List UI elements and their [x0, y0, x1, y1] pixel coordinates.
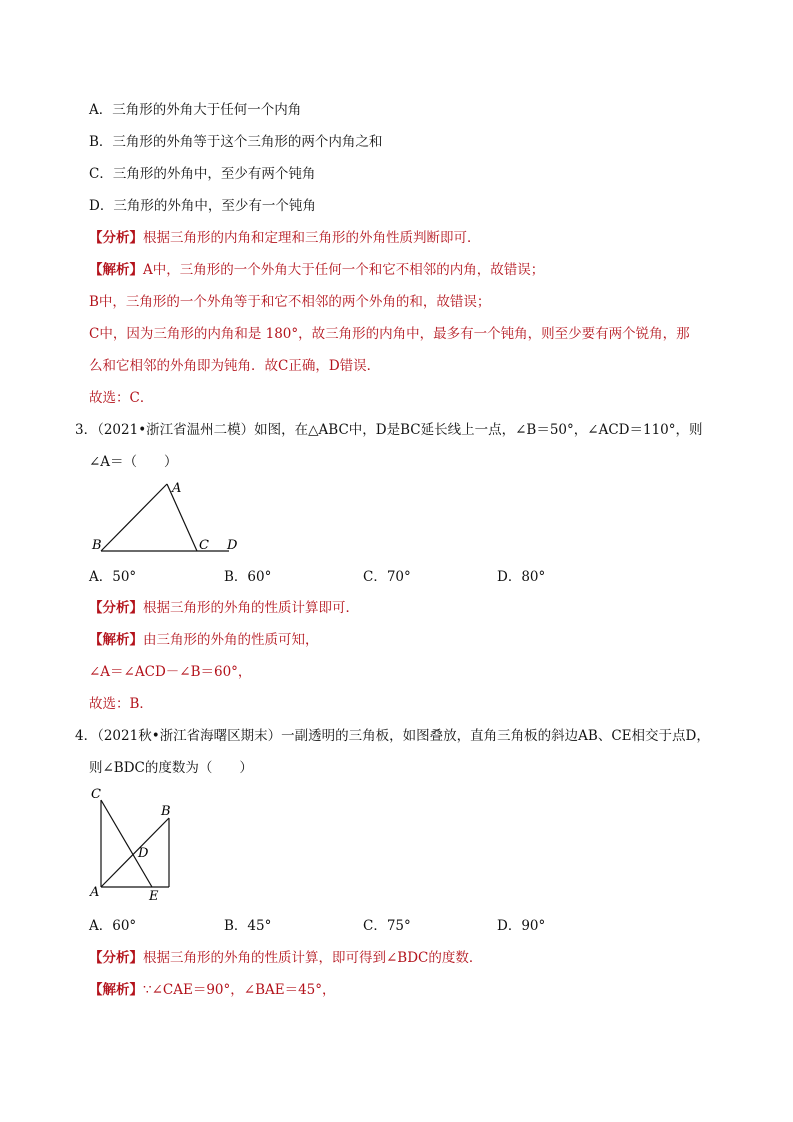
- q2-explain-b: B中，三角形的一个外角等于和它不相邻的两个外角的和，故错误；: [89, 294, 491, 310]
- explain-tag: 【解析】: [89, 632, 143, 648]
- q2-explain-c2: 么和它相邻的外角即为钝角．故C正确，D错误．: [89, 358, 381, 374]
- q4-segment-ab: [101, 818, 169, 887]
- explain-text: A中，三角形的一个外角大于任何一个和它不相邻的内角，故错误；: [143, 262, 545, 278]
- q3-formula: ∠A＝∠ACD－∠B＝60°，: [89, 664, 252, 680]
- q4-label-b: B: [161, 804, 171, 819]
- q4-analysis: [89, 949, 482, 967]
- q4-option-d: D．90°: [497, 918, 546, 934]
- analysis-tag: 【分析】: [89, 950, 143, 966]
- q4-label-e: E: [149, 889, 159, 904]
- q3-answer: 故选：B．: [89, 696, 153, 712]
- q3-label-d: D: [227, 538, 238, 553]
- q3-option-c: C．70°: [363, 569, 411, 585]
- explain-tag: 【解析】: [89, 982, 143, 998]
- explain-tag: 【解析】: [89, 262, 143, 278]
- q4-option-b: B．45°: [224, 918, 272, 934]
- explain-text: ∵∠CAE＝90°，∠BAE＝45°，: [143, 982, 336, 998]
- q4-explain: [89, 981, 336, 999]
- analysis-tag: 【分析】: [89, 230, 143, 246]
- analysis-text: 根据三角形的内角和定理和三角形的外角性质判断即可．: [143, 230, 481, 246]
- q3-option-b: B．60°: [224, 569, 272, 585]
- q2-option-c: C．三角形的外角中，至少有两个钝角: [89, 166, 316, 182]
- q4-option-a: A．60°: [89, 918, 137, 934]
- analysis-text: 根据三角形的外角的性质计算即可．: [143, 600, 359, 616]
- q4-label-d: D: [138, 846, 149, 861]
- q3-option-a: A．50°: [89, 569, 137, 585]
- q3-option-d: D．80°: [497, 569, 546, 585]
- analysis-tag: 【分析】: [89, 600, 143, 616]
- q2-explain-c1: C中，因为三角形的内角和是 180°，故三角形的内角中，最多有一个钝角，则至少要有两个锐角，那: [89, 326, 690, 342]
- q3-label-b: B: [92, 538, 102, 553]
- q2-option-d: D．三角形的外角中，至少有一个钝角: [89, 198, 316, 214]
- q3-label-c: C: [199, 538, 209, 553]
- q4-stem-line2: 则∠BDC的度数为（ ）: [89, 760, 253, 776]
- q4-label-c: C: [91, 787, 101, 802]
- q3-label-a: A: [172, 481, 182, 496]
- q4-option-c: C．75°: [363, 918, 411, 934]
- q2-answer: 故选：C．: [89, 390, 154, 406]
- q2-option-b: B．三角形的外角等于这个三角形的两个内角之和: [89, 134, 383, 150]
- q4-label-a: A: [90, 885, 100, 900]
- q2-option-a: A．三角形的外角大于任何一个内角: [89, 102, 302, 118]
- q4-stem-line1: 4．（2021秋•浙江省海曙区期末）一副透明的三角板，如图叠放，直角三角板的斜边AB、CE相交于点D，: [75, 728, 710, 744]
- q3-stem-line1: 3．（2021•浙江省温州二模）如图，在△ABC中，D是BC延长线上一点，∠B＝50°，∠ACD＝110°，则: [75, 422, 703, 438]
- explain-text: 由三角形的外角的性质可知，: [143, 632, 319, 648]
- analysis-text: 根据三角形的外角的性质计算，即可得到∠BDC的度数．: [143, 950, 483, 966]
- q3-stem-line2: ∠A＝（ ）: [89, 454, 178, 470]
